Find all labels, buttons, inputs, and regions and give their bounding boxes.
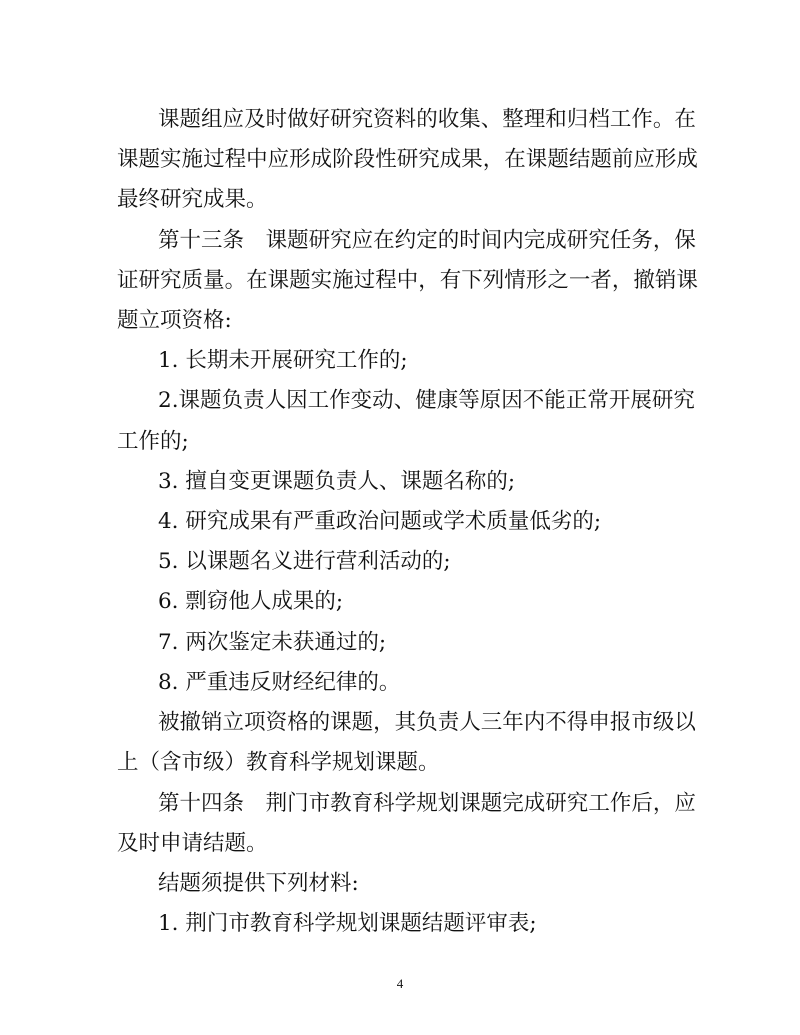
text-line: 第 十 四 条 荆 门 市 教 育 科 学 规 划 课 题 完 成 研 究 工 作 后 ， 应 bbox=[158, 791, 696, 816]
text-line: 8. 严重违反财经纪律的。 bbox=[158, 670, 401, 695]
text-line: 及时申请结题。 bbox=[117, 831, 268, 856]
text-line: 题立项资格: bbox=[117, 308, 232, 333]
text-line: 被 撤 销 立 项 资 格 的 课 题 ， 其 负 责 人 三 年 内 不 得 申 报 市 级 以 bbox=[158, 710, 696, 735]
text-line: 1. 荆门市教育科学规划课题结题评审表; bbox=[158, 911, 537, 936]
text-line: 1. 长期未开展研究工作的; bbox=[158, 348, 408, 373]
page-number: 4 bbox=[396, 976, 404, 991]
text-line: 上（含市级）教育科学规划课题。 bbox=[117, 750, 440, 775]
text-line: 最终研究成果。 bbox=[117, 187, 268, 212]
text-line: 结题须提供下列材料: bbox=[158, 871, 359, 896]
text-line: 证 研 究 质 量 。 在 课 题 实 施 过 程 中 ， 有 下 列 情 形 之 一 者 ， 撤 销 课 bbox=[117, 268, 698, 293]
text-line: 第 十 三 条 课 题 研 究 应 在 约 定 的 时 间 内 完 成 研 究 任 务 ， 保 bbox=[158, 228, 696, 253]
text-line: 4. 研究成果有严重政治问题或学术质量低劣的; bbox=[158, 509, 602, 534]
text-line: 3. 擅自变更课题负责人、课题名称的; bbox=[158, 469, 516, 494]
text-line: 课 题 组 应 及 时 做 好 研 究 资 料 的 收 集 、 整 理 和 归 档 工 作 。 在 bbox=[158, 107, 696, 132]
text-line: 5. 以课题名义进行营利活动的; bbox=[158, 549, 451, 574]
text-line: 工作的; bbox=[117, 429, 189, 454]
text-line: 2 . 课 题 负 责 人 因 工 作 变 动 、 健 康 等 原 因 不 能 正 常 开 展 研 究 bbox=[158, 388, 695, 413]
text-line: 课 题 实 施 过 程 中 应 形 成 阶 段 性 研 究 成 果 ， 在 课 题 结 题 前 应 形 成 bbox=[117, 147, 698, 172]
text-line: 6. 剽窃他人成果的; bbox=[158, 589, 344, 614]
text-line: 7. 两次鉴定未获通过的; bbox=[158, 630, 387, 655]
